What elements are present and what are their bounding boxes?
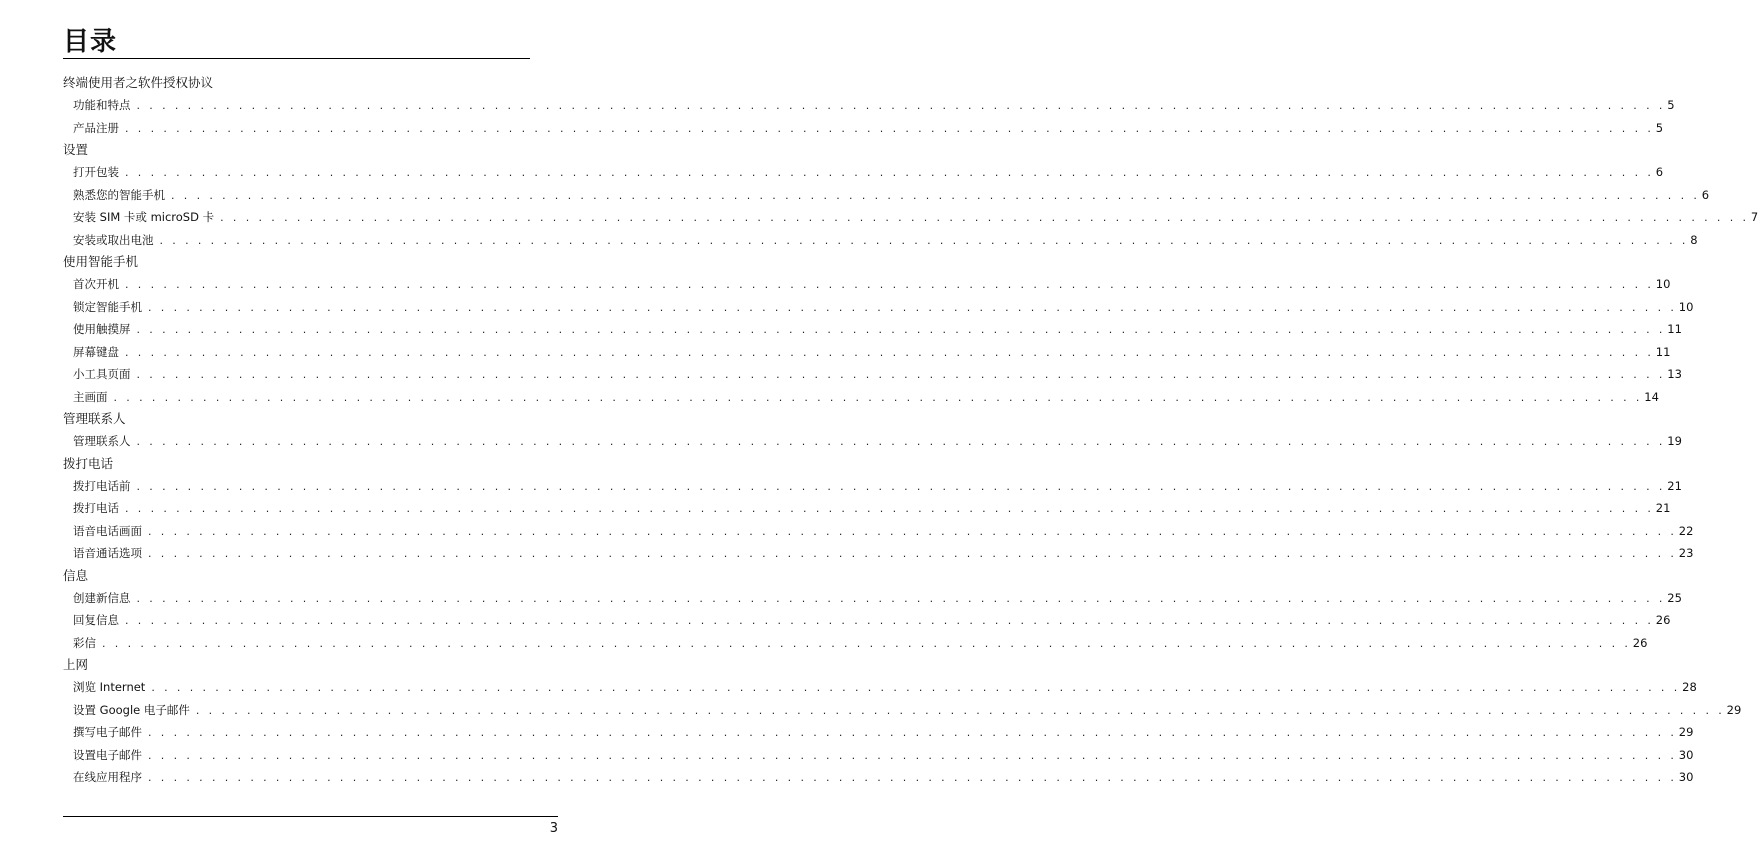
toc-section-title[interactable]: 管理联系人	[63, 411, 126, 426]
title-divider	[63, 58, 530, 59]
dot-leader: . . . . . . . . . . . . . . . . . . . . . . . . . . . . . . . . . . . . . . . . . . . . . . . . . . . . . . . . . . . . . . . . . . . . . . . . . . . . . . . . . . . . . . . . . . . . . . . . . . . . . . . . . . . . . . . . . . . . . . . .	[125, 502, 1654, 515]
toc-entry[interactable]	[63, 229, 1698, 252]
toc-entry-page: 26	[1632, 635, 1648, 650]
toc-entry[interactable]	[63, 363, 1682, 386]
toc-entry[interactable]	[63, 318, 1682, 341]
page-title: 目录	[63, 27, 118, 57]
toc-entry-page: 30	[1678, 770, 1694, 784]
toc-entry-page: 22	[1678, 523, 1694, 538]
toc-entry-page: 29	[1726, 702, 1742, 717]
toc-entry-label: 语音通话选项	[73, 546, 142, 560]
toc-entry-page: 19	[1667, 434, 1682, 448]
toc-section-title[interactable]: 设置	[63, 142, 89, 157]
toc-entry-page: 11	[1667, 322, 1682, 336]
toc-entry-page: 30	[1678, 747, 1694, 762]
dot-leader: . . . . . . . . . . . . . . . . . . . . . . . . . . . . . . . . . . . . . . . . . . . . . . . . . . . . . . . . . . . . . . . . . . . . . . . . . . . . . . . . . . . . . . . . . . . . . . . . . . . . . . . . . . . . . . . . . . . . . . . .	[148, 748, 1677, 762]
toc-entry-label: 设置 Google 电子邮件	[73, 702, 190, 717]
dot-leader: . . . . . . . . . . . . . . . . . . . . . . . . . . . . . . . . . . . . . . . . . . . . . . . . . . . . . . . . . . . . . . . . . . . . . . . . . . . . . . . . . . . . . . . . . . . . . . . . . . . . . . . . . . . . . . . . . . . . . . . .	[125, 614, 1654, 627]
toc-section-title[interactable]: 上网	[63, 657, 89, 672]
toc-section-title[interactable]: 终端使用者之软件授权协议	[63, 75, 214, 90]
toc-entry[interactable]	[63, 587, 1682, 610]
dot-leader: . . . . . . . . . . . . . . . . . . . . . . . . . . . . . . . . . . . . . . . . . . . . . . . . . . . . . . . . . . . . . . . . . . . . . . . . . . . . . . . . . . . . . . . . . . . . . . . . . . . . . . . . . . . . . . . . . . . . . . . .	[136, 479, 1666, 493]
toc-entry-label: 拨打电话	[73, 501, 119, 515]
dot-leader: . . . . . . . . . . . . . . . . . . . . . . . . . . . . . . . . . . . . . . . . . . . . . . . . . . . . . . . . . . . . . . . . . . . . . . . . . . . . . . . . . . . . . . . . . . . . . . . . . . . . . . . . . . . . . . . . . . . . . . . .	[125, 121, 1654, 135]
toc-entry[interactable]	[63, 94, 1675, 117]
footer-divider	[63, 816, 558, 817]
toc-entry-page: 26	[1655, 613, 1671, 627]
toc-entry-label: 在线应用程序	[73, 770, 142, 784]
toc-section-title[interactable]: 拨打电话	[63, 455, 114, 471]
toc-entry[interactable]	[63, 206, 1758, 229]
toc-entry[interactable]	[63, 609, 1671, 632]
dot-leader: . . . . . . . . . . . . . . . . . . . . . . . . . . . . . . . . . . . . . . . . . . . . . . . . . . . . . . . . . . . . . . . . . . . . . . . . . . . . . . . . . . . . . . . . . . . . . . . . . . . . . . . . . . . . . . . . . . . . . . . .	[113, 390, 1643, 404]
toc-entry-label: 锁定智能手机	[73, 299, 142, 314]
toc-entry-label: 拨打电话前	[73, 478, 131, 493]
toc-entry-label: 首次开机	[73, 277, 119, 291]
toc-entry-page: 11	[1655, 344, 1671, 359]
toc-entry-label: 管理联系人	[73, 434, 131, 448]
toc-entry-label: 安装 SIM 卡或 microSD 卡	[73, 210, 215, 224]
toc-entry[interactable]	[63, 766, 1694, 789]
toc-entry[interactable]	[63, 497, 1671, 520]
toc-entry-page: 13	[1667, 367, 1682, 381]
dot-leader: . . . . . . . . . . . . . . . . . . . . . . . . . . . . . . . . . . . . . . . . . . . . . . . . . . . . . . . . . . . . . . . . . . . . . . . . . . . . . . . . . . . . . . . . . . . . . . . . . . . . . . . . . . . . . . . . . . . . . . . .	[148, 300, 1677, 314]
toc-entry[interactable]	[63, 386, 1659, 409]
toc-entry-label: 安装或取出电池	[73, 232, 154, 247]
toc-entry-page: 23	[1678, 546, 1694, 560]
toc-entry[interactable]	[63, 296, 1694, 319]
dot-leader: . . . . . . . . . . . . . . . . . . . . . . . . . . . . . . . . . . . . . . . . . . . . . . . . . . . . . . . . . . . . . . . . . . . . . . . . . . . . . . . . . . . . . . . . . . . . . . . . . . . . . . . . . . . . . . . . . . . . . . . .	[148, 547, 1677, 560]
dot-leader: . . . . . . . . . . . . . . . . . . . . . . . . . . . . . . . . . . . . . . . . . . . . . . . . . . . . . . . . . . . . . . . . . . . . . . . . . . . . . . . . . . . . . . . . . . . . . . . . . . . . . . . . . . . . . . . . . . . . . . . .	[148, 771, 1677, 784]
toc-entry-page: 8	[1690, 232, 1698, 247]
toc-entry[interactable]	[63, 161, 1664, 184]
toc-entry-label: 回复信息	[73, 613, 119, 627]
toc-entry-page: 6	[1701, 187, 1710, 202]
toc-entry-label: 创建新信息	[73, 590, 131, 605]
toc-entry-label: 主画面	[73, 389, 108, 404]
toc-entry[interactable]	[63, 430, 1682, 453]
dot-leader: . . . . . . . . . . . . . . . . . . . . . . . . . . . . . . . . . . . . . . . . . . . . . . . . . . . . . . . . . . . . . . . . . . . . . . . . . . . . . . . . . . . . . . . . . . . . . . . . . . . . . . . . . . . . . . . . . . . . . . . .	[151, 681, 1681, 694]
toc-entry[interactable]	[63, 273, 1671, 296]
toc-entry-label: 浏览 Internet	[73, 680, 146, 694]
toc-entry[interactable]	[63, 699, 1742, 722]
toc-entry-page: 14	[1644, 389, 1659, 404]
table-of-contents	[63, 72, 1758, 789]
toc-entry-label: 功能和特点	[73, 98, 131, 112]
toc-entry[interactable]	[63, 744, 1694, 767]
toc-entry-label: 熟悉您的智能手机	[73, 187, 165, 202]
toc-entry-page: 10	[1655, 277, 1671, 291]
toc-entry-page: 21	[1655, 501, 1671, 515]
toc-entry-label: 打开包装	[73, 165, 119, 179]
toc-section-title[interactable]: 信息	[63, 567, 89, 583]
toc-entry[interactable]	[63, 676, 1697, 699]
dot-leader: . . . . . . . . . . . . . . . . . . . . . . . . . . . . . . . . . . . . . . . . . . . . . . . . . . . . . . . . . . . . . . . . . . . . . . . . . . . . . . . . . . . . . . . . . . . . . . . . . . . . . . . . . . . . . . . . . . . . . . . .	[148, 726, 1677, 739]
dot-leader: . . . . . . . . . . . . . . . . . . . . . . . . . . . . . . . . . . . . . . . . . . . . . . . . . . . . . . . . . . . . . . . . . . . . . . . . . . . . . . . . . . . . . . . . . . . . . . . . . . . . . . . . . . . . . . . . . . . . . . . .	[136, 99, 1666, 112]
dot-leader: . . . . . . . . . . . . . . . . . . . . . . . . . . . . . . . . . . . . . . . . . . . . . . . . . . . . . . . . . . . . . . . . . . . . . . . . . . . . . . . . . . . . . . . . . . . . . . . . . . . . . . . . . . . . . . . . . . . . . . . .	[195, 703, 1725, 717]
toc-entry[interactable]	[63, 542, 1694, 565]
toc-entry[interactable]	[63, 475, 1682, 498]
toc-entry[interactable]	[63, 184, 1710, 207]
toc-entry-label: 设置电子邮件	[73, 747, 142, 762]
dot-leader: . . . . . . . . . . . . . . . . . . . . . . . . . . . . . . . . . . . . . . . . . . . . . . . . . . . . . . . . . . . . . . . . . . . . . . . . . . . . . . . . . . . . . . . . . . . . . . . . . . . . . . . . . . . . . . . . . . . . . . . .	[125, 166, 1654, 179]
toc-entry-page: 25	[1667, 590, 1682, 605]
toc-entry-page: 21	[1667, 478, 1682, 493]
dot-leader: . . . . . . . . . . . . . . . . . . . . . . . . . . . . . . . . . . . . . . . . . . . . . . . . . . . . . . . . . . . . . . . . . . . . . . . . . . . . . . . . . . . . . . . . . . . . . . . . . . . . . . . . . . . . . . . . . . . . . . . .	[171, 188, 1700, 202]
toc-entry-label: 小工具页面	[73, 367, 131, 381]
toc-entry-page: 7	[1750, 210, 1758, 224]
toc-entry-label: 语音电话画面	[73, 523, 142, 538]
dot-leader: . . . . . . . . . . . . . . . . . . . . . . . . . . . . . . . . . . . . . . . . . . . . . . . . . . . . . . . . . . . . . . . . . . . . . . . . . . . . . . . . . . . . . . . . . . . . . . . . . . . . . . . . . . . . . . . . . . . . . . . .	[220, 211, 1749, 224]
toc-entry[interactable]	[63, 117, 1664, 140]
toc-entry-label: 撰写电子邮件	[73, 725, 142, 739]
dot-leader: . . . . . . . . . . . . . . . . . . . . . . . . . . . . . . . . . . . . . . . . . . . . . . . . . . . . . . . . . . . . . . . . . . . . . . . . . . . . . . . . . . . . . . . . . . . . . . . . . . . . . . . . . . . . . . . . . . . . . . . .	[136, 435, 1666, 448]
toc-entry[interactable]	[63, 721, 1694, 744]
dot-leader: . . . . . . . . . . . . . . . . . . . . . . . . . . . . . . . . . . . . . . . . . . . . . . . . . . . . . . . . . . . . . . . . . . . . . . . . . . . . . . . . . . . . . . . . . . . . . . . . . . . . . . . . . . . . . . . . . . . . . . . .	[102, 636, 1631, 650]
toc-section-title[interactable]: 使用智能手机	[63, 254, 139, 269]
dot-leader: . . . . . . . . . . . . . . . . . . . . . . . . . . . . . . . . . . . . . . . . . . . . . . . . . . . . . . . . . . . . . . . . . . . . . . . . . . . . . . . . . . . . . . . . . . . . . . . . . . . . . . . . . . . . . . . . . . . . . . . .	[148, 524, 1677, 538]
toc-entry-page: 29	[1678, 725, 1694, 739]
toc-entry-label: 产品注册	[73, 120, 119, 135]
page-number: 3	[549, 821, 558, 836]
dot-leader: . . . . . . . . . . . . . . . . . . . . . . . . . . . . . . . . . . . . . . . . . . . . . . . . . . . . . . . . . . . . . . . . . . . . . . . . . . . . . . . . . . . . . . . . . . . . . . . . . . . . . . . . . . . . . . . . . . . . . . . .	[125, 345, 1654, 359]
toc-entry-page: 5	[1655, 120, 1664, 135]
toc-entry-page: 6	[1655, 165, 1664, 179]
toc-entry-page: 28	[1682, 680, 1697, 694]
dot-leader: . . . . . . . . . . . . . . . . . . . . . . . . . . . . . . . . . . . . . . . . . . . . . . . . . . . . . . . . . . . . . . . . . . . . . . . . . . . . . . . . . . . . . . . . . . . . . . . . . . . . . . . . . . . . . . . . . . . . . . . .	[136, 323, 1666, 336]
dot-leader: . . . . . . . . . . . . . . . . . . . . . . . . . . . . . . . . . . . . . . . . . . . . . . . . . . . . . . . . . . . . . . . . . . . . . . . . . . . . . . . . . . . . . . . . . . . . . . . . . . . . . . . . . . . . . . . . . . . . . . . .	[125, 278, 1654, 291]
toc-entry[interactable]	[63, 520, 1694, 543]
toc-entry-label: 使用触摸屏	[73, 322, 131, 336]
toc-entry[interactable]	[63, 341, 1671, 364]
toc-entry-page: 10	[1678, 299, 1694, 314]
toc-entry-label: 屏幕键盘	[73, 344, 119, 359]
dot-leader: . . . . . . . . . . . . . . . . . . . . . . . . . . . . . . . . . . . . . . . . . . . . . . . . . . . . . . . . . . . . . . . . . . . . . . . . . . . . . . . . . . . . . . . . . . . . . . . . . . . . . . . . . . . . . . . . . . . . . . . .	[136, 591, 1666, 605]
dot-leader: . . . . . . . . . . . . . . . . . . . . . . . . . . . . . . . . . . . . . . . . . . . . . . . . . . . . . . . . . . . . . . . . . . . . . . . . . . . . . . . . . . . . . . . . . . . . . . . . . . . . . . . . . . . . . . . . . . . . . . . .	[136, 368, 1666, 381]
toc-entry-label: 彩信	[73, 635, 96, 650]
toc-entry-page: 5	[1667, 98, 1675, 112]
toc-entry[interactable]	[63, 632, 1648, 655]
dot-leader: . . . . . . . . . . . . . . . . . . . . . . . . . . . . . . . . . . . . . . . . . . . . . . . . . . . . . . . . . . . . . . . . . . . . . . . . . . . . . . . . . . . . . . . . . . . . . . . . . . . . . . . . . . . . . . . . . . . . . . . .	[159, 233, 1689, 247]
